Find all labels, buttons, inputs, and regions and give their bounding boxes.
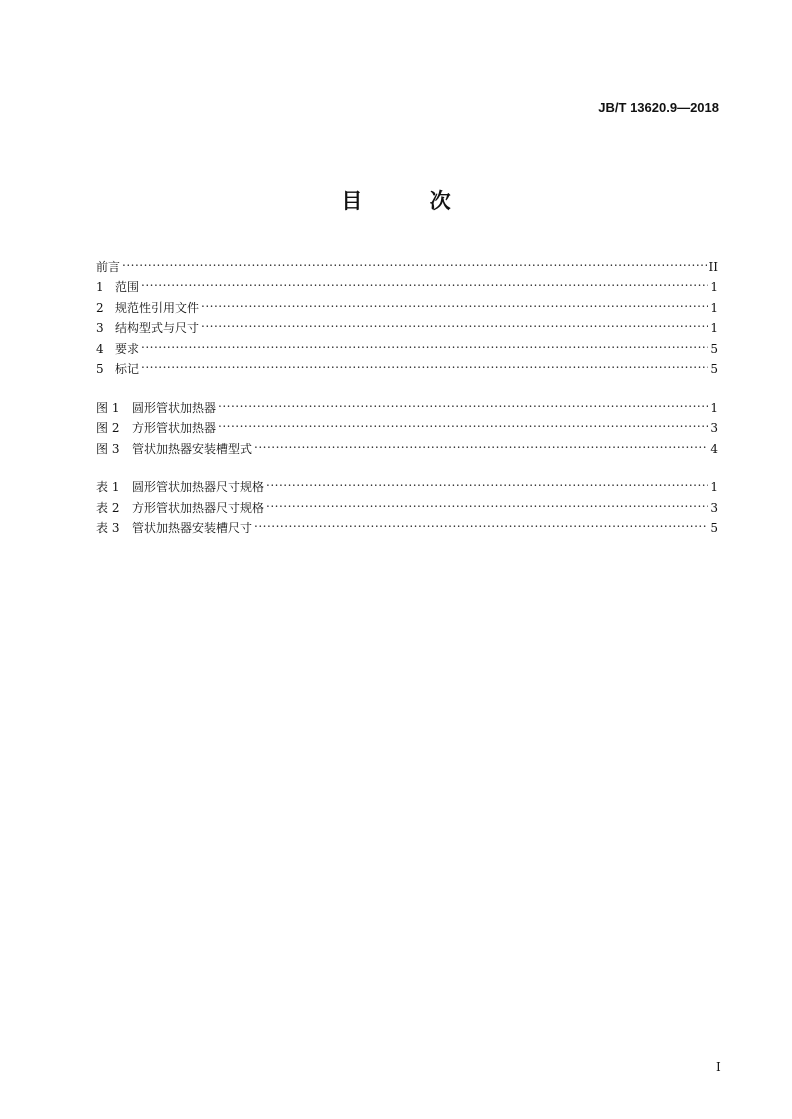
toc-entry-number: 图 2	[96, 421, 120, 435]
toc-entry-label: 规范性引用文件	[115, 300, 200, 315]
leader-dots	[254, 432, 708, 453]
toc-entry-table-1[interactable]	[96, 471, 718, 492]
toc-entry-page: 3	[710, 421, 718, 435]
leader-dots	[122, 250, 707, 271]
toc-figures	[96, 391, 718, 456]
toc-entry-label: 前言	[96, 259, 121, 274]
leader-dots	[218, 412, 708, 433]
leader-dots	[141, 271, 708, 292]
toc-entry-page: 1	[710, 321, 718, 335]
toc-entry-label: 圆形管状加热器尺寸规格	[132, 480, 265, 494]
leader-dots	[218, 391, 708, 412]
toc-entry-page: 4	[710, 441, 718, 456]
leader-dots	[266, 491, 708, 512]
toc-tables	[96, 471, 718, 533]
toc-entry-page: II	[708, 259, 718, 274]
toc-entry-page: 1	[710, 480, 718, 494]
toc-entry-label: 圆形管状加热器	[132, 400, 217, 415]
toc-entry-marking[interactable]	[96, 353, 718, 374]
leader-dots	[254, 512, 708, 533]
page-number: I	[716, 1060, 721, 1074]
toc-entry-number: 2	[96, 300, 104, 315]
toc-entry-number: 3	[96, 321, 104, 335]
toc-entry-number: 4	[96, 341, 104, 356]
page-title: 目 次	[341, 188, 481, 213]
toc-entry-label: 结构型式与尺寸	[115, 321, 200, 335]
toc-entry-requirements[interactable]	[96, 332, 718, 356]
toc-entry-number: 表 1	[96, 480, 120, 494]
toc-entry-label: 方形管状加热器尺寸规格	[132, 500, 265, 515]
toc-entry-page: 1	[710, 400, 718, 415]
toc-entry-page: 1	[710, 280, 718, 294]
toc-sections	[96, 250, 718, 376]
table-of-contents	[96, 250, 718, 550]
toc-entry-page: 3	[710, 500, 718, 515]
toc-entry-number: 表 2	[96, 500, 120, 515]
leader-dots	[201, 312, 708, 333]
toc-entry-number: 图 1	[96, 400, 120, 415]
toc-entry-figure-1[interactable]	[96, 391, 718, 415]
toc-entry-number: 1	[96, 280, 104, 294]
leader-dots	[141, 332, 708, 353]
toc-entry-normative-references[interactable]	[96, 291, 718, 315]
toc-entry-label: 管状加热器安装槽型式	[132, 441, 253, 456]
leader-dots	[266, 471, 708, 492]
standard-code: JB/T 13620.9—2018	[598, 100, 719, 115]
toc-entry-page: 5	[710, 341, 718, 356]
toc-entry-page: 1	[710, 300, 718, 315]
toc-entry-scope[interactable]	[96, 271, 718, 292]
toc-entry-label: 标记	[115, 362, 140, 376]
toc-entry-foreword[interactable]	[96, 250, 718, 274]
toc-entry-label: 范围	[115, 280, 140, 294]
toc-entry-page: 5	[710, 521, 718, 535]
toc-entry-number: 图 3	[96, 441, 120, 456]
toc-entry-page: 5	[710, 362, 718, 376]
toc-entry-label: 要求	[115, 341, 140, 356]
toc-entry-label: 方形管状加热器	[132, 421, 217, 435]
leader-dots	[201, 291, 708, 312]
leader-dots	[141, 353, 708, 374]
toc-entry-number: 5	[96, 362, 104, 376]
toc-entry-label: 管状加热器安装槽尺寸	[132, 521, 253, 535]
toc-entry-number: 表 3	[96, 521, 120, 535]
